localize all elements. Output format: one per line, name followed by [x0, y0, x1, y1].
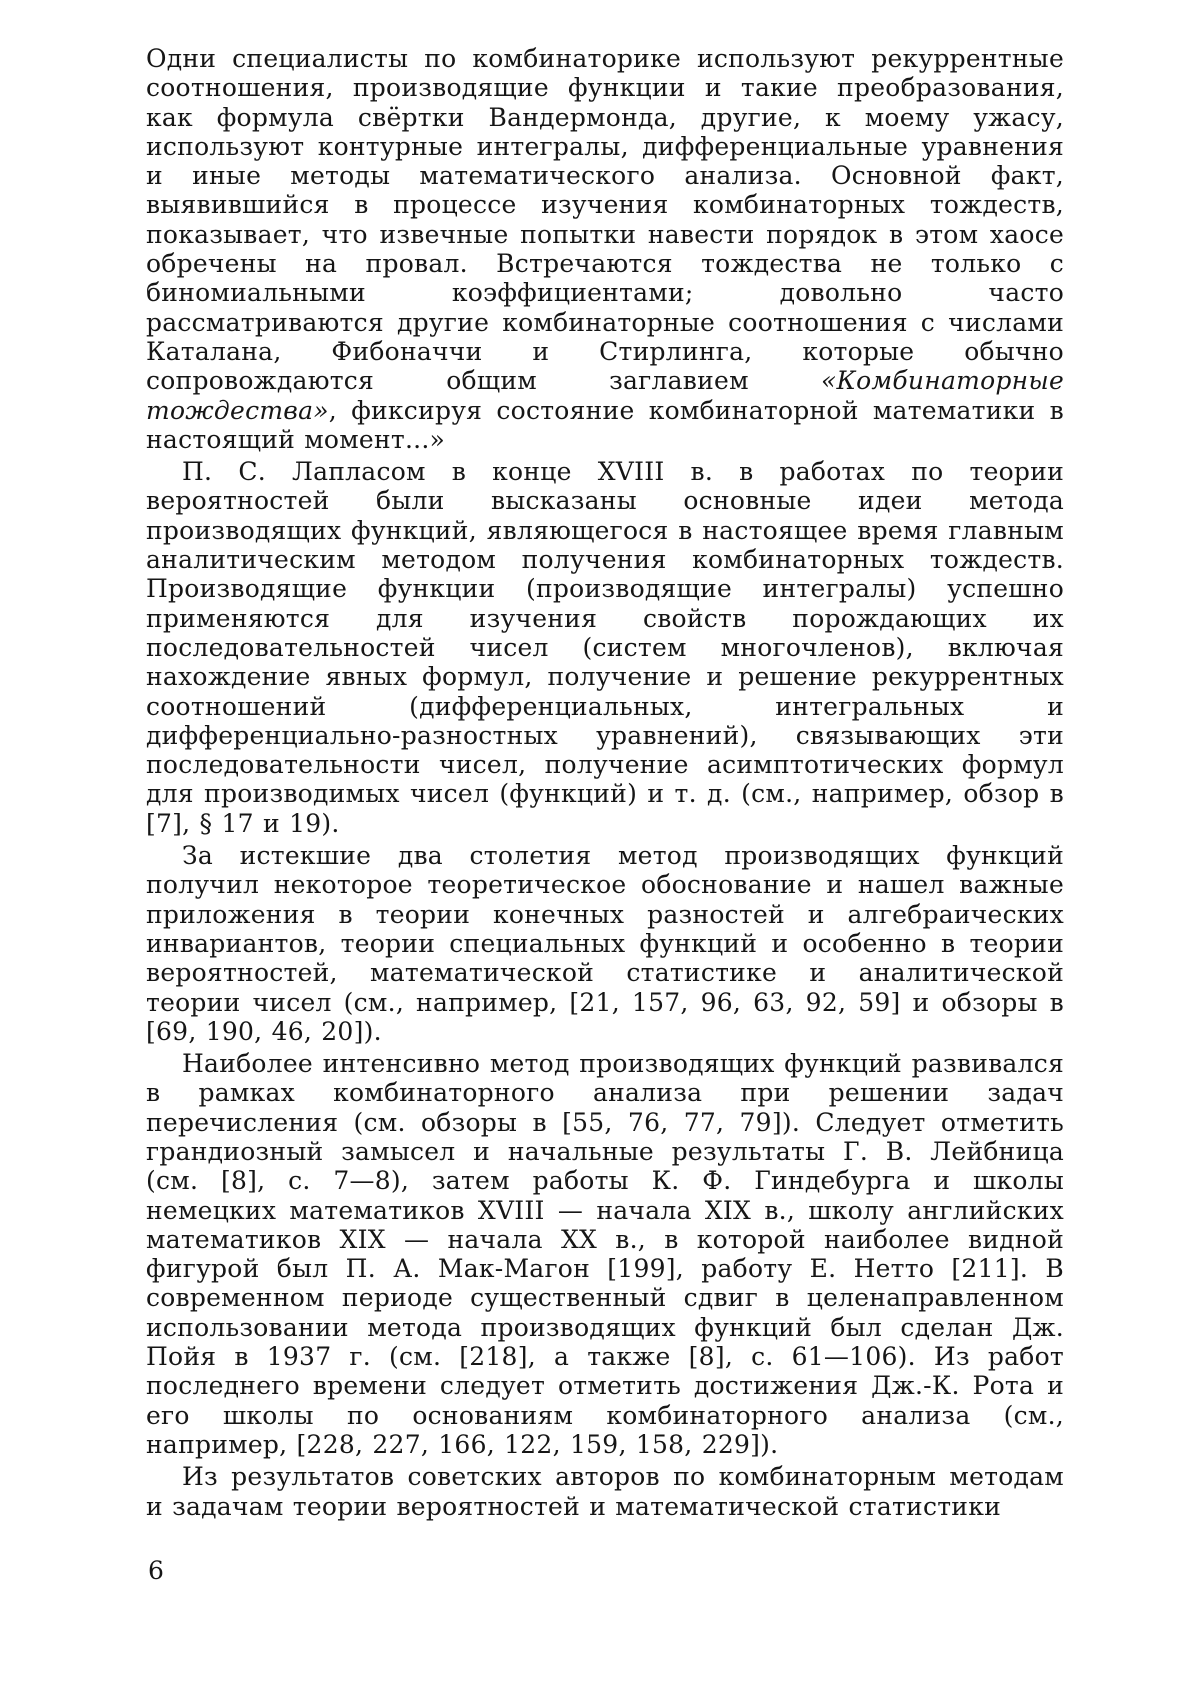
page-number: 6: [148, 1556, 164, 1585]
quote-text-end: , фиксируя состояние комбинаторной математики в настоящий момент...»: [146, 396, 1064, 454]
quote-title-italic: «Комбинаторные тождества»: [146, 366, 1064, 424]
paragraph-two-centuries: За истекшие два столетия метод производящих функций получил некоторое теоретическое обоснование и нашел важные приложения в теории конечных разностей и алгебраических инвариантов, теории специальных функций и особенно в теории вероятностей, математической статистике и аналитической теории чисел (см., например, [21, 157, 96, 63, 92, 59] и обзоры в [69, 190, 46, 20]).: [146, 841, 1064, 1046]
quote-text: Одни специалисты по комбинаторике используют рекуррентные соотношения, производящие функции и такие преобразования, как формула свёртки Вандермонда, другие, к моему ужасу, используют контурные интегралы, дифференциальные уравнения и иные методы математического анализа. Основной факт, выявившийся в процессе изучения комбинаторных тождеств, показывает, что извечные попытки навести порядок в этом хаосе обречены на провал. Встречаются тождества не только с биномиальными коэффициентами; довольно часто рассматриваются другие комбинаторные соотношения с числами Каталана, Фибоначчи и Стирлинга, которые обычно сопровождаются общим заглавием: [146, 44, 1064, 395]
text-column: [146, 44, 1064, 1521]
paragraph-quote-continuation: [146, 44, 1064, 454]
book-page: [0, 0, 1200, 1697]
paragraph-combinatorial-analysis: Наиболее интенсивно метод производящих функций развивался в рамках комбинаторного анализа при решении задач перечисления (см. обзоры в [55, 76, 77, 79]). Следует отметить грандиозный замысел и начальные результаты Г. В. Лейбница (см. [8], с. 7—8), затем работы К. Ф. Гиндебурга и школы немецких математиков XVIII — начала XIX в., школу английских математиков XIX — начала XX в., в которой наиболее видной фигурой был П. А. Мак-Магон [199], работу Е. Нетто [211]. В современном периоде существенный сдвиг в целенаправленном использовании метода производящих функций был сделан Дж. Пойя в 1937 г. (см. [218], а также [8], с. 61—106). Из работ последнего времени следует отметить достижения Дж.-К. Рота и его школы по основаниям комбинаторного анализа (см., например, [228, 227, 166, 122, 159, 158, 229]).: [146, 1049, 1064, 1459]
paragraph-soviet-authors: Из результатов советских авторов по комбинаторным методам и задачам теории вероятностей и математической статистики: [146, 1462, 1064, 1521]
paragraph-laplace: П. С. Лапласом в конце XVIII в. в работах по теории вероятностей были высказаны основные идеи метода производящих функций, являющегося в настоящее время главным аналитическим методом получения комбинаторных тождеств. Производящие функции (производящие интегралы) успешно применяются для изучения свойств порождающих их последовательностей чисел (систем многочленов), включая нахождение явных формул, получение и решение рекуррентных соотношений (дифференциальных, интегральных и дифференциально-разностных уравнений), связывающих эти последовательности чисел, получение асимптотических формул для производимых чисел (функций) и т. д. (см., например, обзор в [7], § 17 и 19).: [146, 457, 1064, 838]
